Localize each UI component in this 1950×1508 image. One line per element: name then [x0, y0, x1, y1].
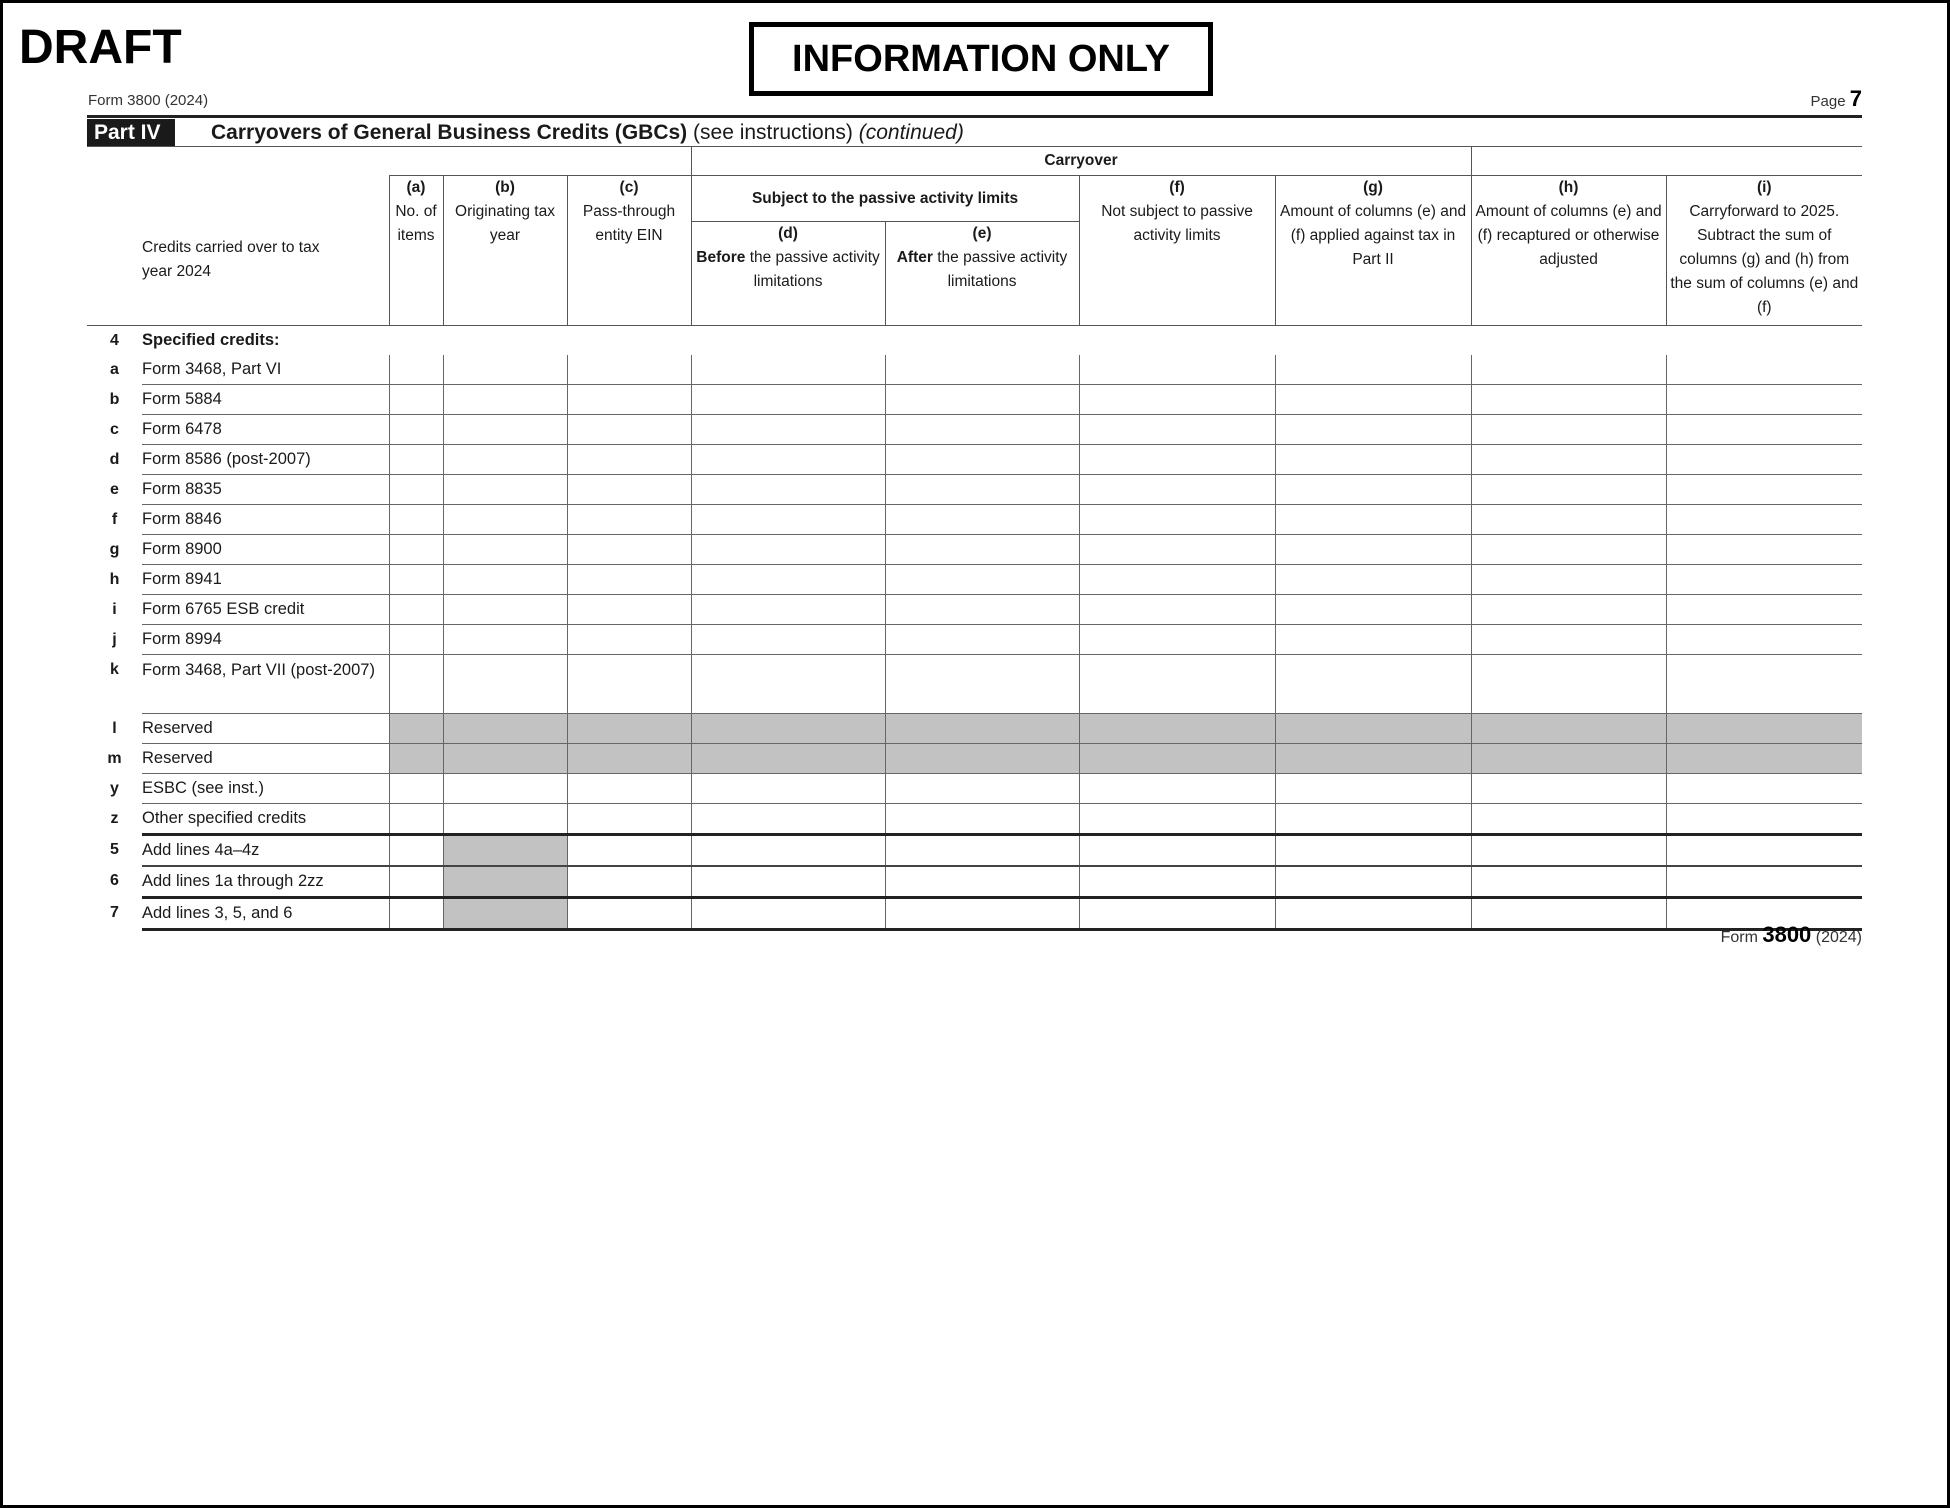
cell-col-h [1471, 744, 1666, 774]
col-i-letter: (i) [1756, 179, 1772, 196]
cell-col-g [1275, 835, 1471, 867]
cell-col-c [567, 415, 691, 445]
col-f-text: Not subject to passive activity limits [1101, 203, 1253, 244]
cell-col-g [1275, 355, 1471, 385]
cell-col-b [443, 898, 567, 930]
cell-col-i [1666, 774, 1862, 804]
cell-col-e [885, 866, 1079, 898]
cell-col-c [567, 898, 691, 930]
table-row [87, 355, 1862, 385]
table-row [87, 535, 1862, 565]
cell-col-e [885, 804, 1079, 835]
cell-col-h [1471, 774, 1666, 804]
part-title-note: (see instructions) [693, 121, 853, 144]
table-row [87, 475, 1862, 505]
section-line-4 [87, 326, 1862, 356]
cell-col-h [1471, 595, 1666, 625]
cell-col-g [1275, 385, 1471, 415]
line-description: Form 8994 [142, 625, 389, 655]
cell-col-a [389, 385, 443, 415]
cell-col-e [885, 774, 1079, 804]
cell-col-h [1471, 415, 1666, 445]
cell-col-g [1275, 595, 1471, 625]
column-header-desc [142, 176, 389, 326]
table-row [87, 774, 1862, 804]
cell-col-g [1275, 475, 1471, 505]
cell-col-d [691, 898, 885, 930]
cell-col-a [389, 535, 443, 565]
line-description: Form 3468, Part VI [142, 355, 389, 385]
cell-col-b [443, 835, 567, 867]
line-description: Form 6765 ESB credit [142, 595, 389, 625]
cell-col-g [1275, 415, 1471, 445]
line-description: Form 6478 [142, 415, 389, 445]
cell-col-d [691, 445, 885, 475]
cell-col-a [389, 714, 443, 744]
top-rule [87, 115, 1862, 118]
col-g-text: Amount of columns (e) and (f) applied against tax in Part II [1279, 203, 1467, 268]
line-number: m [107, 749, 122, 767]
draft-watermark: DRAFT [19, 21, 182, 74]
cell-col-i [1666, 445, 1862, 475]
footer-number: 3800 [1762, 922, 1812, 947]
line-description: Form 8846 [142, 505, 389, 535]
table-row [87, 714, 1862, 744]
cell-col-d [691, 595, 885, 625]
cell-col-f [1079, 774, 1275, 804]
col-e-bold: After [896, 249, 933, 266]
column-header-c [567, 176, 691, 326]
part-title-bold: Carryovers of General Business Credits (GBCs) [211, 121, 688, 144]
cell-col-h [1471, 505, 1666, 535]
line-description: Reserved [142, 744, 389, 774]
cell-col-d [691, 774, 885, 804]
col-e-text: the passive activity limitations [937, 249, 1068, 290]
col-d-bold: Before [696, 249, 746, 266]
cell-col-i [1666, 714, 1862, 744]
column-header-a [389, 176, 443, 326]
cell-col-b [443, 415, 567, 445]
cell-col-c [567, 445, 691, 475]
cell-col-h [1471, 866, 1666, 898]
cell-col-e [885, 475, 1079, 505]
page-number-value: 7 [1849, 86, 1862, 111]
line-number: b [109, 390, 120, 408]
cell-col-e [885, 505, 1079, 535]
line-number: d [109, 450, 120, 468]
carryover-heading: Carryover [691, 147, 1471, 176]
cell-col-g [1275, 866, 1471, 898]
cell-col-b [443, 355, 567, 385]
cell-col-i [1666, 355, 1862, 385]
cell-col-g [1275, 535, 1471, 565]
line-description: Add lines 1a through 2zz [142, 866, 389, 898]
table-row [87, 625, 1862, 655]
cell-col-i [1666, 866, 1862, 898]
cell-col-c [567, 714, 691, 744]
line-number: e [110, 480, 119, 498]
cell-col-d [691, 475, 885, 505]
cell-col-i [1666, 595, 1862, 625]
cell-col-d [691, 535, 885, 565]
cell-col-f [1079, 655, 1275, 714]
cell-col-f [1079, 595, 1275, 625]
line-number: a [110, 361, 119, 378]
column-header-g [1275, 176, 1471, 326]
cell-col-c [567, 835, 691, 867]
column-header-d [691, 222, 885, 326]
cell-col-h [1471, 535, 1666, 565]
col-c-letter: (c) [619, 179, 639, 196]
cell-col-a [389, 774, 443, 804]
cell-col-i [1666, 625, 1862, 655]
cell-col-i [1666, 565, 1862, 595]
col-b-text: Originating tax year [455, 203, 555, 244]
cell-col-d [691, 744, 885, 774]
cell-col-f [1079, 744, 1275, 774]
line-number: 5 [110, 840, 119, 858]
cell-col-a [389, 866, 443, 898]
col-i-text: Carryforward to 2025. Subtract the sum of columns (g) and (h) from the sum of columns (e) and (f) [1670, 203, 1859, 316]
cell-col-a [389, 655, 443, 714]
cell-col-f [1079, 475, 1275, 505]
line-number: g [109, 540, 120, 558]
cell-col-g [1275, 714, 1471, 744]
line-number: 6 [110, 872, 119, 889]
line-number: 7 [110, 903, 119, 921]
col-f-letter: (f) [1169, 179, 1185, 196]
cell-col-c [567, 804, 691, 835]
cell-col-d [691, 625, 885, 655]
cell-col-g [1275, 565, 1471, 595]
table-row [87, 415, 1862, 445]
line-number: h [109, 570, 120, 588]
table-row [87, 655, 1862, 714]
cell-col-e [885, 595, 1079, 625]
cell-col-a [389, 415, 443, 445]
cell-col-i [1666, 655, 1862, 714]
part-header [87, 119, 1862, 147]
cell-col-h [1471, 835, 1666, 867]
cell-col-c [567, 355, 691, 385]
cell-col-h [1471, 355, 1666, 385]
line-number: l [112, 719, 117, 737]
cell-col-a [389, 898, 443, 930]
cell-col-i [1666, 535, 1862, 565]
cell-col-a [389, 355, 443, 385]
line-description: Form 5884 [142, 385, 389, 415]
cell-col-d [691, 415, 885, 445]
cell-col-e [885, 445, 1079, 475]
cell-col-h [1471, 445, 1666, 475]
carryover-table [87, 147, 1862, 931]
line-description: Form 8835 [142, 475, 389, 505]
table-row [87, 595, 1862, 625]
page-label: Page [1810, 93, 1846, 110]
col-d-letter: (d) [778, 225, 798, 242]
cell-col-i [1666, 415, 1862, 445]
cell-col-i [1666, 385, 1862, 415]
footer-year: (2024) [1815, 929, 1862, 946]
column-header-b [443, 176, 567, 326]
col-e-letter: (e) [972, 225, 992, 242]
cell-col-d [691, 866, 885, 898]
table-row [87, 866, 1862, 898]
cell-col-c [567, 535, 691, 565]
column-header-e [885, 222, 1079, 326]
line-number: 4 [110, 332, 119, 349]
cell-col-d [691, 714, 885, 744]
col-d-text: the passive activity limitations [749, 249, 880, 290]
cell-col-d [691, 505, 885, 535]
cell-col-c [567, 625, 691, 655]
cell-col-e [885, 835, 1079, 867]
cell-col-c [567, 774, 691, 804]
section-label: Specified credits: [142, 331, 280, 349]
cell-col-a [389, 565, 443, 595]
footer-prefix: Form [1720, 929, 1758, 946]
column-header-f [1079, 176, 1275, 326]
line-number: y [110, 779, 119, 797]
cell-col-f [1079, 866, 1275, 898]
table-row [87, 445, 1862, 475]
cell-col-b [443, 655, 567, 714]
cell-col-a [389, 505, 443, 535]
cell-col-e [885, 565, 1079, 595]
cell-col-g [1275, 744, 1471, 774]
form-id: Form 3800 (2024) [88, 92, 209, 109]
part-title-continued: (continued) [858, 121, 964, 144]
col-a-letter: (a) [406, 179, 426, 196]
cell-col-f [1079, 804, 1275, 835]
line-description: Add lines 4a–4z [142, 835, 389, 867]
cell-col-e [885, 655, 1079, 714]
cell-col-c [567, 744, 691, 774]
cell-col-a [389, 744, 443, 774]
cell-col-d [691, 565, 885, 595]
cell-col-c [567, 565, 691, 595]
cell-col-f [1079, 415, 1275, 445]
line-description: Form 8900 [142, 535, 389, 565]
cell-col-h [1471, 475, 1666, 505]
cell-col-b [443, 505, 567, 535]
cell-col-a [389, 475, 443, 505]
cell-col-a [389, 804, 443, 835]
cell-col-g [1275, 625, 1471, 655]
col-b-letter: (b) [495, 179, 515, 196]
cell-col-c [567, 505, 691, 535]
cell-col-f [1079, 505, 1275, 535]
cell-col-g [1275, 445, 1471, 475]
cell-col-f [1079, 625, 1275, 655]
information-only-text: INFORMATION ONLY [792, 37, 1170, 80]
table-row [87, 898, 1862, 930]
subject-to-passive-heading: Subject to the passive activity limits [691, 176, 1079, 222]
cell-col-e [885, 714, 1079, 744]
table-row [87, 385, 1862, 415]
cell-col-e [885, 385, 1079, 415]
line-description: Add lines 3, 5, and 6 [142, 898, 389, 930]
cell-col-b [443, 475, 567, 505]
form-footer [1721, 922, 1862, 948]
cell-col-f [1079, 835, 1275, 867]
cell-col-f [1079, 898, 1275, 930]
cell-col-i [1666, 744, 1862, 774]
cell-col-f [1079, 714, 1275, 744]
cell-col-a [389, 445, 443, 475]
line-number: j [112, 630, 117, 648]
cell-col-e [885, 744, 1079, 774]
table-row [87, 505, 1862, 535]
cell-col-e [885, 355, 1079, 385]
cell-col-c [567, 866, 691, 898]
cell-col-e [885, 535, 1079, 565]
col-h-text: Amount of columns (e) and (f) recaptured or otherwise adjusted [1475, 203, 1662, 268]
cell-col-f [1079, 355, 1275, 385]
table-row [87, 804, 1862, 835]
cell-col-b [443, 595, 567, 625]
line-number: i [112, 600, 117, 618]
line-description: Form 8941 [142, 565, 389, 595]
line-description: Reserved [142, 714, 389, 744]
table-row [87, 744, 1862, 774]
cell-col-g [1275, 655, 1471, 714]
desc-header-text: Credits carried over to tax year 2024 [142, 239, 320, 281]
col-g-letter: (g) [1363, 179, 1383, 196]
col-h-letter: (h) [1558, 179, 1579, 196]
line-number: c [110, 420, 119, 438]
cell-col-b [443, 804, 567, 835]
col-c-text: Pass-through entity EIN [582, 203, 676, 244]
cell-col-f [1079, 565, 1275, 595]
cell-col-g [1275, 898, 1471, 930]
cell-col-i [1666, 835, 1862, 867]
line-description: Form 8586 (post-2007) [142, 445, 389, 475]
page-number [1811, 86, 1862, 112]
cell-col-h [1471, 385, 1666, 415]
line-number: k [110, 660, 119, 678]
cell-col-h [1471, 804, 1666, 835]
cell-col-i [1666, 505, 1862, 535]
cell-col-b [443, 445, 567, 475]
cell-col-d [691, 655, 885, 714]
cell-col-a [389, 625, 443, 655]
table-row [87, 565, 1862, 595]
cell-col-b [443, 714, 567, 744]
cell-col-h [1471, 565, 1666, 595]
part-title [211, 121, 964, 145]
cell-col-c [567, 385, 691, 415]
part-label: Part IV [87, 119, 175, 147]
cell-col-d [691, 804, 885, 835]
cell-col-f [1079, 385, 1275, 415]
cell-col-e [885, 898, 1079, 930]
cell-col-d [691, 355, 885, 385]
cell-col-g [1275, 505, 1471, 535]
cell-col-b [443, 565, 567, 595]
cell-col-b [443, 385, 567, 415]
col-a-text: No. of items [395, 203, 437, 244]
cell-col-a [389, 595, 443, 625]
cell-col-h [1471, 714, 1666, 744]
line-description: Other specified credits [142, 804, 389, 835]
cell-col-f [1079, 535, 1275, 565]
cell-col-h [1471, 898, 1666, 930]
cell-col-e [885, 415, 1079, 445]
cell-col-g [1275, 804, 1471, 835]
cell-col-f [1079, 445, 1275, 475]
line-description: ESBC (see inst.) [142, 774, 389, 804]
information-only-stamp [749, 22, 1213, 96]
line-number: f [111, 510, 118, 528]
cell-col-g [1275, 774, 1471, 804]
cell-col-c [567, 655, 691, 714]
cell-col-d [691, 835, 885, 867]
cell-col-b [443, 744, 567, 774]
cell-col-e [885, 625, 1079, 655]
cell-col-h [1471, 655, 1666, 714]
cell-col-b [443, 774, 567, 804]
cell-col-b [443, 625, 567, 655]
cell-col-b [443, 535, 567, 565]
cell-col-a [389, 835, 443, 867]
cell-col-c [567, 595, 691, 625]
cell-col-d [691, 385, 885, 415]
cell-col-h [1471, 625, 1666, 655]
column-header-h [1471, 176, 1666, 326]
cell-col-c [567, 475, 691, 505]
column-header-i [1666, 176, 1862, 326]
cell-col-i [1666, 475, 1862, 505]
cell-col-i [1666, 804, 1862, 835]
line-description: Form 3468, Part VII (post-2007) [142, 655, 389, 714]
line-number: z [110, 809, 119, 827]
cell-col-b [443, 866, 567, 898]
table-row [87, 835, 1862, 867]
